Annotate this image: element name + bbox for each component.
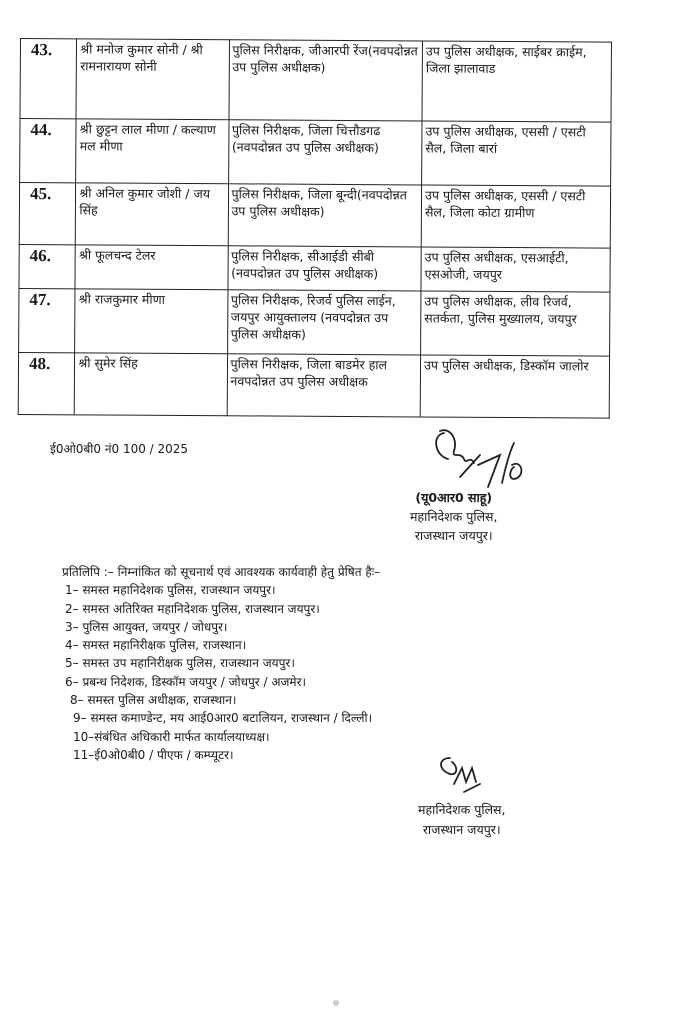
new-posting: उप पुलिस अधीक्षक, साईबर क्राईम, जिला झालावाड (422, 41, 611, 122)
signature-block-2 (418, 800, 505, 840)
officer-name: श्री राजकुमार मीणा (75, 289, 228, 354)
current-posting: पुलिस निरीक्षक, जिला बून्दी(नवपदोन्नत उप पुलिस अधीक्षक) (228, 184, 422, 247)
copy-to-item: 4– समस्त महानिरीक्षक पुलिस, राजस्थान। (65, 638, 247, 653)
current-posting: पुलिस निरीक्षक, सीआईडी सीबी (नवपदोन्नत उप पुलिस अधीक्षक) (227, 246, 421, 291)
transfer-table (18, 38, 612, 419)
new-posting: उप पुलिस अधीक्षक, एससी / एसटी सैल, जिला बारां (422, 121, 611, 186)
scan-mark (333, 1000, 339, 1006)
officer-name: श्री सुमेर सिंह (75, 353, 228, 416)
serial-number: 46. (19, 244, 76, 288)
current-posting: पुलिस निरीक्षक, जीआरपी रेंज(नवपदोन्नत उप पुलिस अधीक्षक) (229, 40, 423, 121)
new-posting: उप पुलिस अधीक्षक, एससी / एसटी सैल, जिला कोटा ग्रामीण (421, 185, 610, 248)
serial-number: 43. (20, 39, 77, 119)
table-row (19, 183, 610, 249)
initials-signature-icon (436, 752, 506, 797)
table-row (19, 244, 610, 292)
copy-to-item: 8– समस्त पुलिस अधीक्षक, राजस्थान। (70, 693, 237, 708)
new-posting: उप पुलिस अधीक्षक, लीव रिजर्व, सतर्कता, पुलिस मुख्यालय, जयपुर (421, 291, 610, 356)
order-number: ई0ओ0बी0 नं0 100 / 2025 (50, 442, 189, 456)
signatory-2-location: राजस्थान जयपुर। (422, 822, 501, 837)
copy-to-item: 1– समस्त महानिदेशक पुलिस, राजस्थान जयपुर। (65, 583, 276, 598)
copy-to-item: 2– समस्त अतिरिक्त महानिदेशक पुलिस, राजस्थान जयपुर। (65, 601, 320, 616)
table-row (18, 352, 609, 418)
signatory-designation: महानिदेशक पुलिस, (410, 509, 498, 524)
table-row (20, 39, 611, 123)
copy-to-item: 5– समस्त उप महानिरीक्षक पुलिस, राजस्थान जयपुर। (65, 656, 295, 671)
officer-name: श्री छुट्टन लाल मीणा / कल्याण मल मीणा (76, 119, 229, 184)
copy-to-intro: प्रतिलिपि :– निम्नांकित को सूचनार्थ एवं आवश्यक कार्यवाही हेतु प्रेषित हैः– (62, 565, 381, 579)
current-posting: पुलिस निरीक्षक, जिला बाडमेर हाल नवपदोन्नत उप पुलिस अधीक्षक (227, 354, 421, 417)
signature-block (410, 488, 497, 545)
copy-to-item: 9– समस्त कमाण्डेन्ट, मय आई0आर0 बटालियन, राजस्थान / दिल्ली। (73, 711, 373, 726)
officer-name: श्री फूलचन्द टेलर (75, 245, 227, 290)
officer-name: श्री अनिल कुमार जोशी / जय सिंह (76, 183, 229, 246)
serial-number: 48. (18, 352, 75, 414)
signatory-name: (यू0आर0 साहू) (415, 490, 493, 505)
serial-number: 47. (19, 288, 76, 352)
serial-number: 45. (19, 183, 76, 245)
copy-to-item: 3– पुलिस आयुक्त, जयपुर / जोधपुर। (65, 619, 228, 634)
serial-number: 44. (20, 119, 77, 183)
signatory-location: राजस्थान जयपुर। (414, 528, 493, 543)
signatory-2-designation: महानिदेशक पुलिस, (418, 802, 506, 817)
copy-to-section (62, 563, 380, 764)
officer-name: श्री मनोज कुमार सोनी / श्री रामनारायण सोनी (76, 39, 229, 120)
current-posting: पुलिस निरीक्षक, जिला चित्तौडगढ (नवपदोन्नत उप पुलिस अधीक्षक) (228, 120, 422, 185)
current-posting: पुलिस निरीक्षक, रिजर्व पुलिस लाईन, जयपुर आयुक्तालय (नवपदोन्नत उप पुलिस अधीक्षक) (227, 290, 421, 355)
table-row (19, 288, 610, 356)
signature-icon (430, 425, 540, 495)
copy-to-item: 6– प्रबन्ध निदेशक, डिस्कॉम जयपुर / जोधपुर / अजमेर। (65, 674, 307, 689)
copy-to-item: 11–ई0ओ0बी0 / पीएफ / कम्प्यूटर। (73, 747, 234, 762)
new-posting: उप पुलिस अधीक्षक, एसआईटी, एसओजी, जयपुर (421, 247, 610, 292)
new-posting: उप पुलिस अधीक्षक, डिस्कॉम जालोर (420, 355, 609, 418)
copy-to-item: 10–संबंधित अधिकारी मार्फत कार्यालयाध्यक्ष। (73, 729, 270, 744)
table-row (20, 119, 611, 187)
